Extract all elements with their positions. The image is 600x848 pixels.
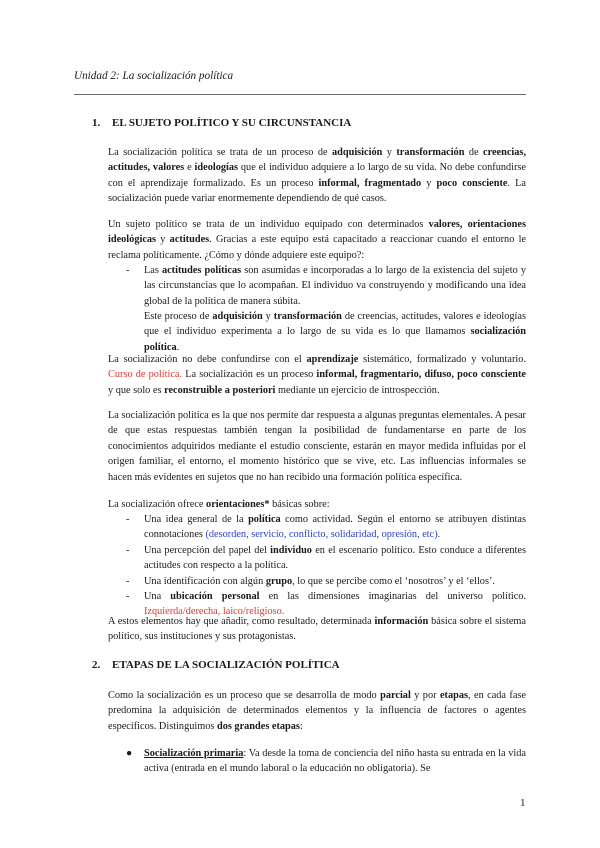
text-run: La socialización es un proceso: [182, 369, 317, 381]
section-1-title: EL SUJETO POLÍTICO Y SU CIRCUNSTANCIA: [112, 117, 352, 129]
section-2-number: 2.: [92, 659, 101, 671]
section-1-heading: [92, 117, 351, 129]
bold-run: etapas: [439, 690, 468, 701]
s2-paragraph-1: [108, 688, 526, 734]
blue-run: (desorden, servicio, conflicto, solidaridad, opresión, etc).: [205, 529, 441, 541]
bold-run: actitudes: [169, 234, 210, 246]
text-run: La socialización no debe confundirse con el: [108, 354, 307, 365]
bold-run: información: [374, 616, 429, 627]
list-item: [126, 574, 526, 589]
bold-run: adquisición: [331, 147, 383, 158]
s2-bullet-list: [126, 746, 526, 777]
bold-run: informal, fragmentario, difuso, poco consciente: [316, 369, 527, 381]
bold-run: creencias, actitudes, valores: [108, 147, 527, 174]
text-run: Una idea general de la: [144, 514, 249, 525]
s1-paragraph-6: [108, 614, 526, 645]
text-run: de creencias, actitudes, valores e ideologías que el individuo experimenta a lo largo de su vida es lo que llamamos: [144, 311, 526, 338]
bold-run: informal, fragmentado: [318, 177, 422, 189]
s1-paragraph-3: [108, 352, 526, 398]
text-run: como actividad. Según el entorno se atribuyen distintas connotaciones: [144, 514, 526, 541]
list-item: [126, 746, 526, 777]
bold-run: Socialización primaria: [144, 748, 244, 759]
text-run: La socialización política se trata de un proceso de: [108, 147, 332, 158]
bullet-marker: ●: [126, 748, 133, 759]
text-run: y por: [410, 690, 440, 701]
text-run: .: [176, 341, 180, 353]
s1-dash-list-1: [126, 263, 526, 309]
dash-marker: -: [126, 575, 130, 587]
bold-run: reconstruible a posteriori: [164, 384, 276, 396]
bold-run: dos grandes etapas: [216, 720, 300, 732]
text-run: en el escenario político. Esto conduce a diferentes actitudes con respecto a la política.: [144, 544, 526, 572]
bold-run: política: [248, 514, 281, 525]
section-1-number: 1.: [92, 117, 101, 129]
text-run: Una: [144, 591, 171, 603]
text-run: que el individuo adquiere a lo largo de su vida. No debe confundirse con el aprendizaje formalizado. Es un proceso: [108, 162, 527, 189]
bold-run: parcial: [380, 690, 411, 701]
text-run: mediante un ejercicio de introspección.: [275, 384, 440, 396]
bold-run: ubicación personal: [170, 591, 260, 603]
s1-paragraph-1: [108, 145, 526, 207]
text-run: :: [299, 720, 303, 732]
dash-marker: -: [126, 544, 130, 556]
text-run: : Va desde la toma de conciencia del niño hasta su entrada en la vida activa (entrada en el mundo laboral o la educación no obligatoria). Se: [144, 748, 526, 775]
text-run: . La socialización puede variar enormemente dependiendo de qué casos.: [108, 177, 527, 205]
text-run: La socialización política es la que nos permite dar respuesta a algunas preguntas elementales. A pesar de que estas respuestas también tengan la posibilidad de fundamentarse en parte de los conocimientos adquiridos mediante el estudio consciente, estarán en mayor medida influidas por el origen familiar, el entorno, el momento histórico que se vive, etc. Las influencias informales se hacen más evidentes en sujetos que no han recibido una formación política específica.: [108, 410, 526, 483]
s1-paragraph-2: [108, 217, 526, 263]
text-run: , lo que se percibe como el ‘nosotros’ y el ‘ellos’.: [292, 575, 495, 587]
dash-marker: -: [126, 514, 130, 525]
running-header: Unidad 2: La socialización política: [74, 70, 234, 82]
bold-run: ideologías: [194, 162, 239, 174]
text-run: Este proceso de: [144, 311, 213, 322]
text-run: y: [421, 177, 437, 189]
bold-run: poco consciente: [436, 177, 508, 189]
text-run: Una percepción del papel del: [144, 544, 271, 556]
text-run: e: [184, 162, 195, 174]
bold-run: socialización política: [144, 326, 526, 353]
dash-marker: -: [126, 265, 130, 276]
bold-run: orientaciones*: [206, 499, 270, 510]
text-run: en las dimensiones imaginarias del universo político.: [259, 591, 527, 603]
text-run: básicas sobre:: [269, 499, 330, 510]
list-item: [126, 543, 526, 574]
page-number: 1: [520, 797, 526, 809]
bold-run: actitudes políticas: [161, 265, 242, 276]
text-run: y que solo es: [108, 384, 165, 396]
text-run: y: [262, 311, 274, 322]
bold-run: aprendizaje: [306, 354, 359, 365]
bold-run: transformación: [396, 147, 465, 158]
text-run: A estos elementos hay que añadir, como resultado, determinada: [108, 616, 375, 627]
s1-dash-list-2: [126, 512, 526, 620]
text-run: Un sujeto político se trata de un individuo equipado con determinados: [108, 219, 429, 230]
text-run: Una identificación con algún: [144, 575, 266, 587]
text-run: y: [156, 234, 170, 246]
s1-paragraph-4: [108, 408, 526, 485]
red-run: Curso de política.: [108, 369, 183, 381]
section-2-heading: [92, 659, 340, 671]
text-run: y: [382, 147, 397, 158]
text-run: Como la socialización es un proceso que se desarrolla de modo: [108, 690, 381, 701]
bold-run: adquisición: [212, 311, 263, 322]
s1-list-1-continuation: [144, 309, 526, 355]
text-run: , en cada fase predomina la adquisición de determinados elementos y la influencia de factores o agentes específicos. Distinguimos: [108, 690, 526, 732]
bold-run: individuo: [270, 544, 312, 556]
section-2-title: ETAPAS DE LA SOCIALIZACIÓN POLÍTICA: [112, 659, 340, 671]
text-run: La socialización ofrece: [108, 499, 207, 510]
dash-marker: -: [126, 591, 130, 603]
bold-run: valores, orientaciones ideológicas: [108, 219, 526, 246]
bold-run: transformación: [273, 311, 342, 322]
bold-run: grupo: [265, 575, 293, 587]
text-run: de: [464, 147, 484, 158]
text-run: . Gracias a este equipo está capacitado a reaccionar cuando el entorno le reclama políticamente. ¿Cómo y dónde adquiere este equipo?:: [108, 234, 527, 261]
text-run: sistemático, formalizado y voluntario.: [358, 354, 526, 365]
list-item: [126, 263, 526, 309]
text-run: son asumidas e incorporadas a lo largo de la existencia del sujeto y las circunstancias que lo acompañan. El individuo va construyendo y modificando una idea global de la política de manera súbita.: [144, 265, 526, 307]
text-run: básica sobre el sistema político, sus instituciones y sus protagonistas.: [108, 616, 526, 643]
header-rule: [74, 94, 526, 95]
s1-paragraph-5: [108, 497, 526, 512]
red-run: Izquierda/derecha, laico/religioso.: [144, 606, 285, 618]
text-run: Las: [144, 265, 162, 276]
list-item: [126, 512, 526, 543]
